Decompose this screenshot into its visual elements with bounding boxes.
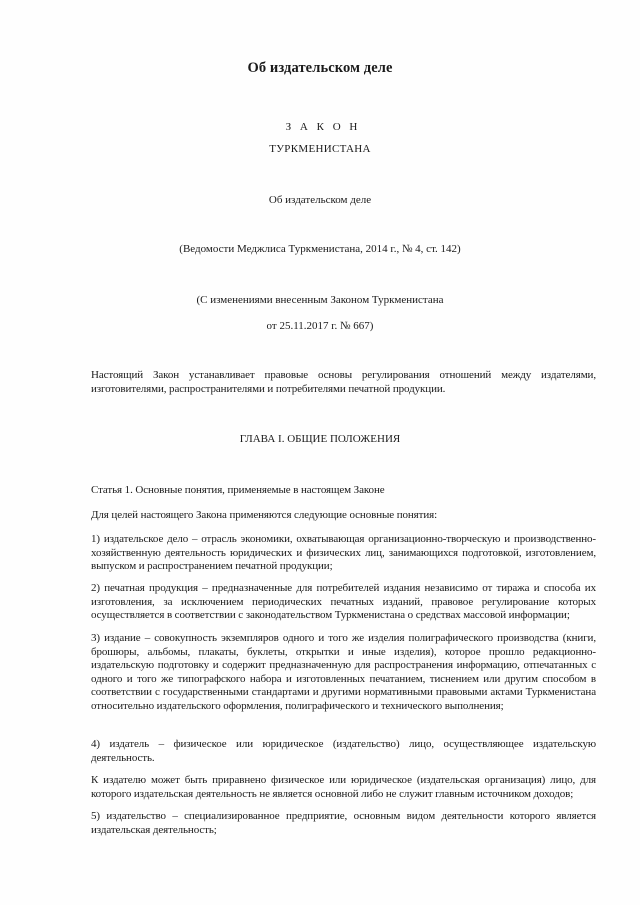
- definition-paragraph-5: 5) издательство – специализированное предприятие, основным видом деятельности которого является издательская деятельность;: [91, 810, 596, 836]
- article-intro: Для целей настоящего Закона применяются следующие основные понятия:: [91, 509, 438, 521]
- document-title: Об издательском деле: [247, 60, 393, 76]
- amendments-note-line-2: от 25.11.2017 г. № 667): [266, 320, 374, 332]
- definition-paragraph-2: 2) печатная продукция – предназначенные для потребителей издания независимо от тиража и способа их изготовления, за исключением периодических печатных изданий, правовое регулирование которых осуществляется в соответствии с законодательством Туркменистана о средствах массовой информации;: [91, 582, 596, 621]
- preamble-paragraph: Настоящий Закон устанавливает правовые основы регулирования отношений между издателями, изготовителями, распространителями и потребителями печатной продукции.: [91, 369, 596, 395]
- definition-paragraph-1: 1) издательское дело – отрасль экономики, охватывающая организационно-творческую и производственно-хозяйственную деятельность юридических и физических лиц, занимающихся подготовкой, изготовлением, выпуском и распространением печатной продукции;: [91, 533, 596, 572]
- law-subtitle: Об издательском деле: [268, 194, 372, 206]
- country-label: ТУРКМЕНИСТАНА: [269, 143, 371, 155]
- publication-source: (Ведомости Меджлиса Туркменистана, 2014 г., № 4, ст. 142): [179, 243, 461, 255]
- chapter-heading: ГЛАВА I. ОБЩИЕ ПОЛОЖЕНИЯ: [239, 433, 401, 445]
- article-heading: Статья 1. Основные понятия, применяемые в настоящем Законе: [91, 484, 385, 496]
- publisher-equivalence-paragraph: К издателю может быть приравнено физическое или юридическое (издательская организация) лицо, для которого издательская деятельность не является основной либо не служит главным источником доходов;: [91, 774, 596, 800]
- law-label: З А К О Н: [285, 121, 361, 133]
- definition-paragraph-4: 4) издатель – физическое или юридическое (издательство) лицо, осуществляющее издательскую деятельность.: [91, 738, 596, 764]
- amendments-note-line-1: (С изменениями внесенным Законом Туркменистана: [196, 294, 444, 306]
- definition-paragraph-3: 3) издание – совокупность экземпляров одного и того же изделия полиграфического производства (книги, брошюры, альбомы, плакаты, буклеты, открытки и иные изделия), которое прошло редакционно-издательскую подготовку и содержит предназначенную для распространения информацию, отпечатанных с одного и того же типографского набора и изготовленных печатанием, тиснением или другим способом в соответствии с государственными стандартами и другими нормативными правовыми актами Туркменистана относительно издательского оформления, полиграфического и технического выполнения;: [91, 632, 596, 712]
